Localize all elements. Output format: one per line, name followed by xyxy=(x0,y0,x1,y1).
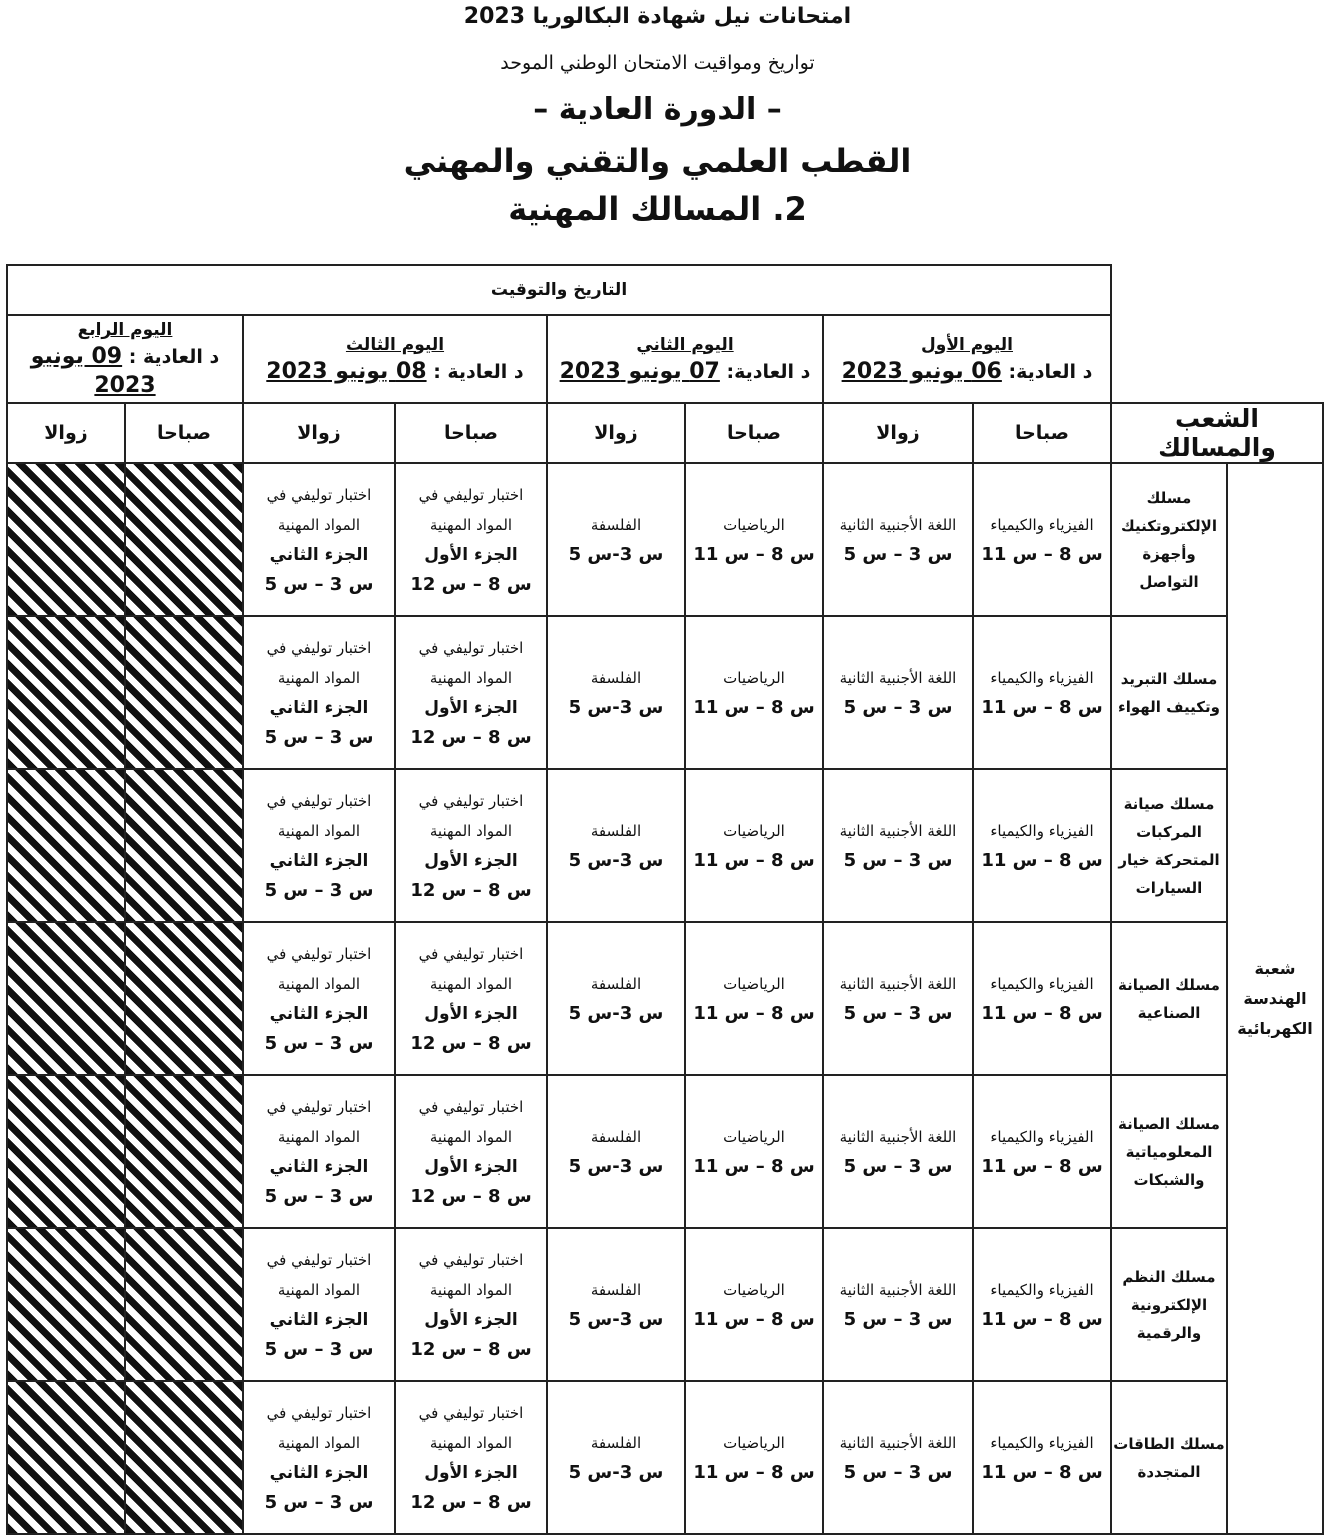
d2-afternoon-cell: الفلسفة س 3-س 5 xyxy=(547,1075,685,1228)
hatched-cell xyxy=(125,1381,243,1534)
d1-afternoon-cell: اللغة الأجنبية الثانية س 3 – س 5 xyxy=(823,616,973,769)
d3-afternoon-cell: اختبار توليفي في المواد المهنية الجزء الثاني س 3 – س 5 xyxy=(243,1228,395,1381)
day-4-afternoon-header: زوالا xyxy=(7,403,125,463)
d1-morning-cell: الفيزياء والكيمياء س 8 – س 11 xyxy=(973,616,1111,769)
d3-morning-cell: اختبار توليفي في المواد المهنية الجزء الأول س 8 – س 12 xyxy=(395,922,547,1075)
hatched-cell xyxy=(7,1228,125,1381)
d2-afternoon-cell: الفلسفة س 3-س 5 xyxy=(547,769,685,922)
day-4-morning-header: صباحا xyxy=(125,403,243,463)
day-1-name: اليوم الأول xyxy=(921,334,1013,355)
d2-morning-cell: الرياضيات س 8 – س 11 xyxy=(685,1075,823,1228)
exam-subtitle: تواريخ ومواقيت الامتحان الوطني الموحد xyxy=(500,52,815,74)
hatched-cell xyxy=(125,1075,243,1228)
date-time-header: التاريخ والتوقيت xyxy=(7,265,1111,315)
schedule-table xyxy=(6,264,1324,1535)
day-4-year: 2023 xyxy=(94,373,156,398)
day-2-label: د العادية: xyxy=(726,360,811,383)
day-1-afternoon-header: زوالا xyxy=(823,403,973,463)
track-name: مسلك الإلكتروتكنيك وأجهزة التواصل xyxy=(1111,463,1227,616)
exam-title: امتحانات نيل شهادة البكالوريا 2023 xyxy=(463,4,852,29)
d1-morning-cell: الفيزياء والكيمياء س 8 – س 11 xyxy=(973,1381,1111,1534)
day-2-header xyxy=(547,315,823,403)
session-title: – الدورة العادية – xyxy=(533,92,782,127)
track-name: مسلك النظم الإلكترونية والرقمية xyxy=(1111,1228,1227,1381)
day-3-morning-header: صباحا xyxy=(395,403,547,463)
hatched-cell xyxy=(7,1381,125,1534)
d2-morning-cell: الرياضيات س 8 – س 11 xyxy=(685,769,823,922)
pole-title: القطب العلمي والتقني والمهني xyxy=(403,142,912,180)
d2-morning-cell: الرياضيات س 8 – س 11 xyxy=(685,922,823,1075)
day-1-morning-header: صباحا xyxy=(973,403,1111,463)
day-1-label: د العادية: xyxy=(1008,360,1093,383)
hatched-cell xyxy=(7,769,125,922)
d3-afternoon-cell: اختبار توليفي في المواد المهنية الجزء الثاني س 3 – س 5 xyxy=(243,1075,395,1228)
d2-morning-cell: الرياضيات س 8 – س 11 xyxy=(685,616,823,769)
d1-afternoon-cell: اللغة الأجنبية الثانية س 3 – س 5 xyxy=(823,769,973,922)
hatched-cell xyxy=(125,616,243,769)
branch-name: شعبة الهندسة الكهربائية xyxy=(1227,463,1323,1534)
table-row xyxy=(7,1075,1323,1228)
d3-morning-cell: اختبار توليفي في المواد المهنية الجزء الأول س 8 – س 12 xyxy=(395,1381,547,1534)
day-3-date: 08 يونيو 2023 xyxy=(266,358,427,384)
d1-afternoon-cell: اللغة الأجنبية الثانية س 3 – س 5 xyxy=(823,1228,973,1381)
tracks-header: الشعب والمسالك xyxy=(1111,403,1323,463)
track-name: مسلك التبريد وتكييف الهواء xyxy=(1111,616,1227,769)
d3-morning-cell: اختبار توليفي في المواد المهنية الجزء الأول س 8 – س 12 xyxy=(395,1228,547,1381)
day-4-header xyxy=(7,315,243,403)
hatched-cell xyxy=(7,616,125,769)
d2-afternoon-cell: الفلسفة س 3-س 5 xyxy=(547,1228,685,1381)
d2-morning-cell: الرياضيات س 8 – س 11 xyxy=(685,1381,823,1534)
day-2-name: اليوم الثاني xyxy=(636,334,734,355)
hatched-cell xyxy=(125,463,243,616)
d3-afternoon-cell: اختبار توليفي في المواد المهنية الجزء الثاني س 3 – س 5 xyxy=(243,616,395,769)
hatched-cell xyxy=(125,922,243,1075)
d2-morning-cell: الرياضيات س 8 – س 11 xyxy=(685,1228,823,1381)
d3-afternoon-cell: اختبار توليفي في المواد المهنية الجزء الثاني س 3 – س 5 xyxy=(243,769,395,922)
day-1-date: 06 يونيو 2023 xyxy=(841,358,1002,384)
d1-afternoon-cell: اللغة الأجنبية الثانية س 3 – س 5 xyxy=(823,1381,973,1534)
table-row xyxy=(7,463,1323,616)
table-row xyxy=(7,1381,1323,1534)
d1-afternoon-cell: اللغة الأجنبية الثانية س 3 – س 5 xyxy=(823,1075,973,1228)
day-4-date: 09 يونيو xyxy=(30,344,123,369)
table-row xyxy=(7,616,1323,769)
d3-afternoon-cell: اختبار توليفي في المواد المهنية الجزء الثاني س 3 – س 5 xyxy=(243,922,395,1075)
day-4-name: اليوم الرابع xyxy=(77,320,173,340)
day-2-date: 07 يونيو 2023 xyxy=(559,358,720,384)
d2-afternoon-cell: الفلسفة س 3-س 5 xyxy=(547,922,685,1075)
d3-morning-cell: اختبار توليفي في المواد المهنية الجزء الأول س 8 – س 12 xyxy=(395,463,547,616)
d3-morning-cell: اختبار توليفي في المواد المهنية الجزء الأول س 8 – س 12 xyxy=(395,616,547,769)
d3-afternoon-cell: اختبار توليفي في المواد المهنية الجزء الثاني س 3 – س 5 xyxy=(243,463,395,616)
table-row xyxy=(7,922,1323,1075)
track-name: مسلك صيانة المركبات المتحركة خيار السيارات xyxy=(1111,769,1227,922)
day-2-afternoon-header: زوالا xyxy=(547,403,685,463)
d3-afternoon-cell: اختبار توليفي في المواد المهنية الجزء الثاني س 3 – س 5 xyxy=(243,1381,395,1534)
table-row xyxy=(7,1228,1323,1381)
d1-morning-cell: الفيزياء والكيمياء س 8 – س 11 xyxy=(973,463,1111,616)
day-1-header xyxy=(823,315,1111,403)
hatched-cell xyxy=(7,922,125,1075)
d1-morning-cell: الفيزياء والكيمياء س 8 – س 11 xyxy=(973,1228,1111,1381)
hatched-cell xyxy=(125,769,243,922)
d1-morning-cell: الفيزياء والكيمياء س 8 – س 11 xyxy=(973,922,1111,1075)
d2-morning-cell: الرياضيات س 8 – س 11 xyxy=(685,463,823,616)
d1-afternoon-cell: اللغة الأجنبية الثانية س 3 – س 5 xyxy=(823,463,973,616)
day-2-morning-header: صباحا xyxy=(685,403,823,463)
d2-afternoon-cell: الفلسفة س 3-س 5 xyxy=(547,1381,685,1534)
d3-morning-cell: اختبار توليفي في المواد المهنية الجزء الأول س 8 – س 12 xyxy=(395,769,547,922)
d2-afternoon-cell: الفلسفة س 3-س 5 xyxy=(547,463,685,616)
table-row xyxy=(7,769,1323,922)
track-name: مسلك الصيانة المعلومياتية والشبكات xyxy=(1111,1075,1227,1228)
hatched-cell xyxy=(7,463,125,616)
section-title: 2. المسالك المهنية xyxy=(508,190,807,228)
d1-morning-cell: الفيزياء والكيمياء س 8 – س 11 xyxy=(973,769,1111,922)
day-3-label: د العادية : xyxy=(433,360,524,383)
day-3-name: اليوم الثالث xyxy=(345,334,445,355)
day-3-afternoon-header: زوالا xyxy=(243,403,395,463)
track-name: مسلك الصيانة الصناعية xyxy=(1111,922,1227,1075)
d2-afternoon-cell: الفلسفة س 3-س 5 xyxy=(547,616,685,769)
d1-afternoon-cell: اللغة الأجنبية الثانية س 3 – س 5 xyxy=(823,922,973,1075)
day-3-header xyxy=(243,315,547,403)
track-name: مسلك الطاقات المتجددة xyxy=(1111,1381,1227,1534)
hatched-cell xyxy=(7,1075,125,1228)
d1-morning-cell: الفيزياء والكيمياء س 8 – س 11 xyxy=(973,1075,1111,1228)
hatched-cell xyxy=(125,1228,243,1381)
d3-morning-cell: اختبار توليفي في المواد المهنية الجزء الأول س 8 – س 12 xyxy=(395,1075,547,1228)
day-4-label: د العادية : xyxy=(128,346,220,368)
